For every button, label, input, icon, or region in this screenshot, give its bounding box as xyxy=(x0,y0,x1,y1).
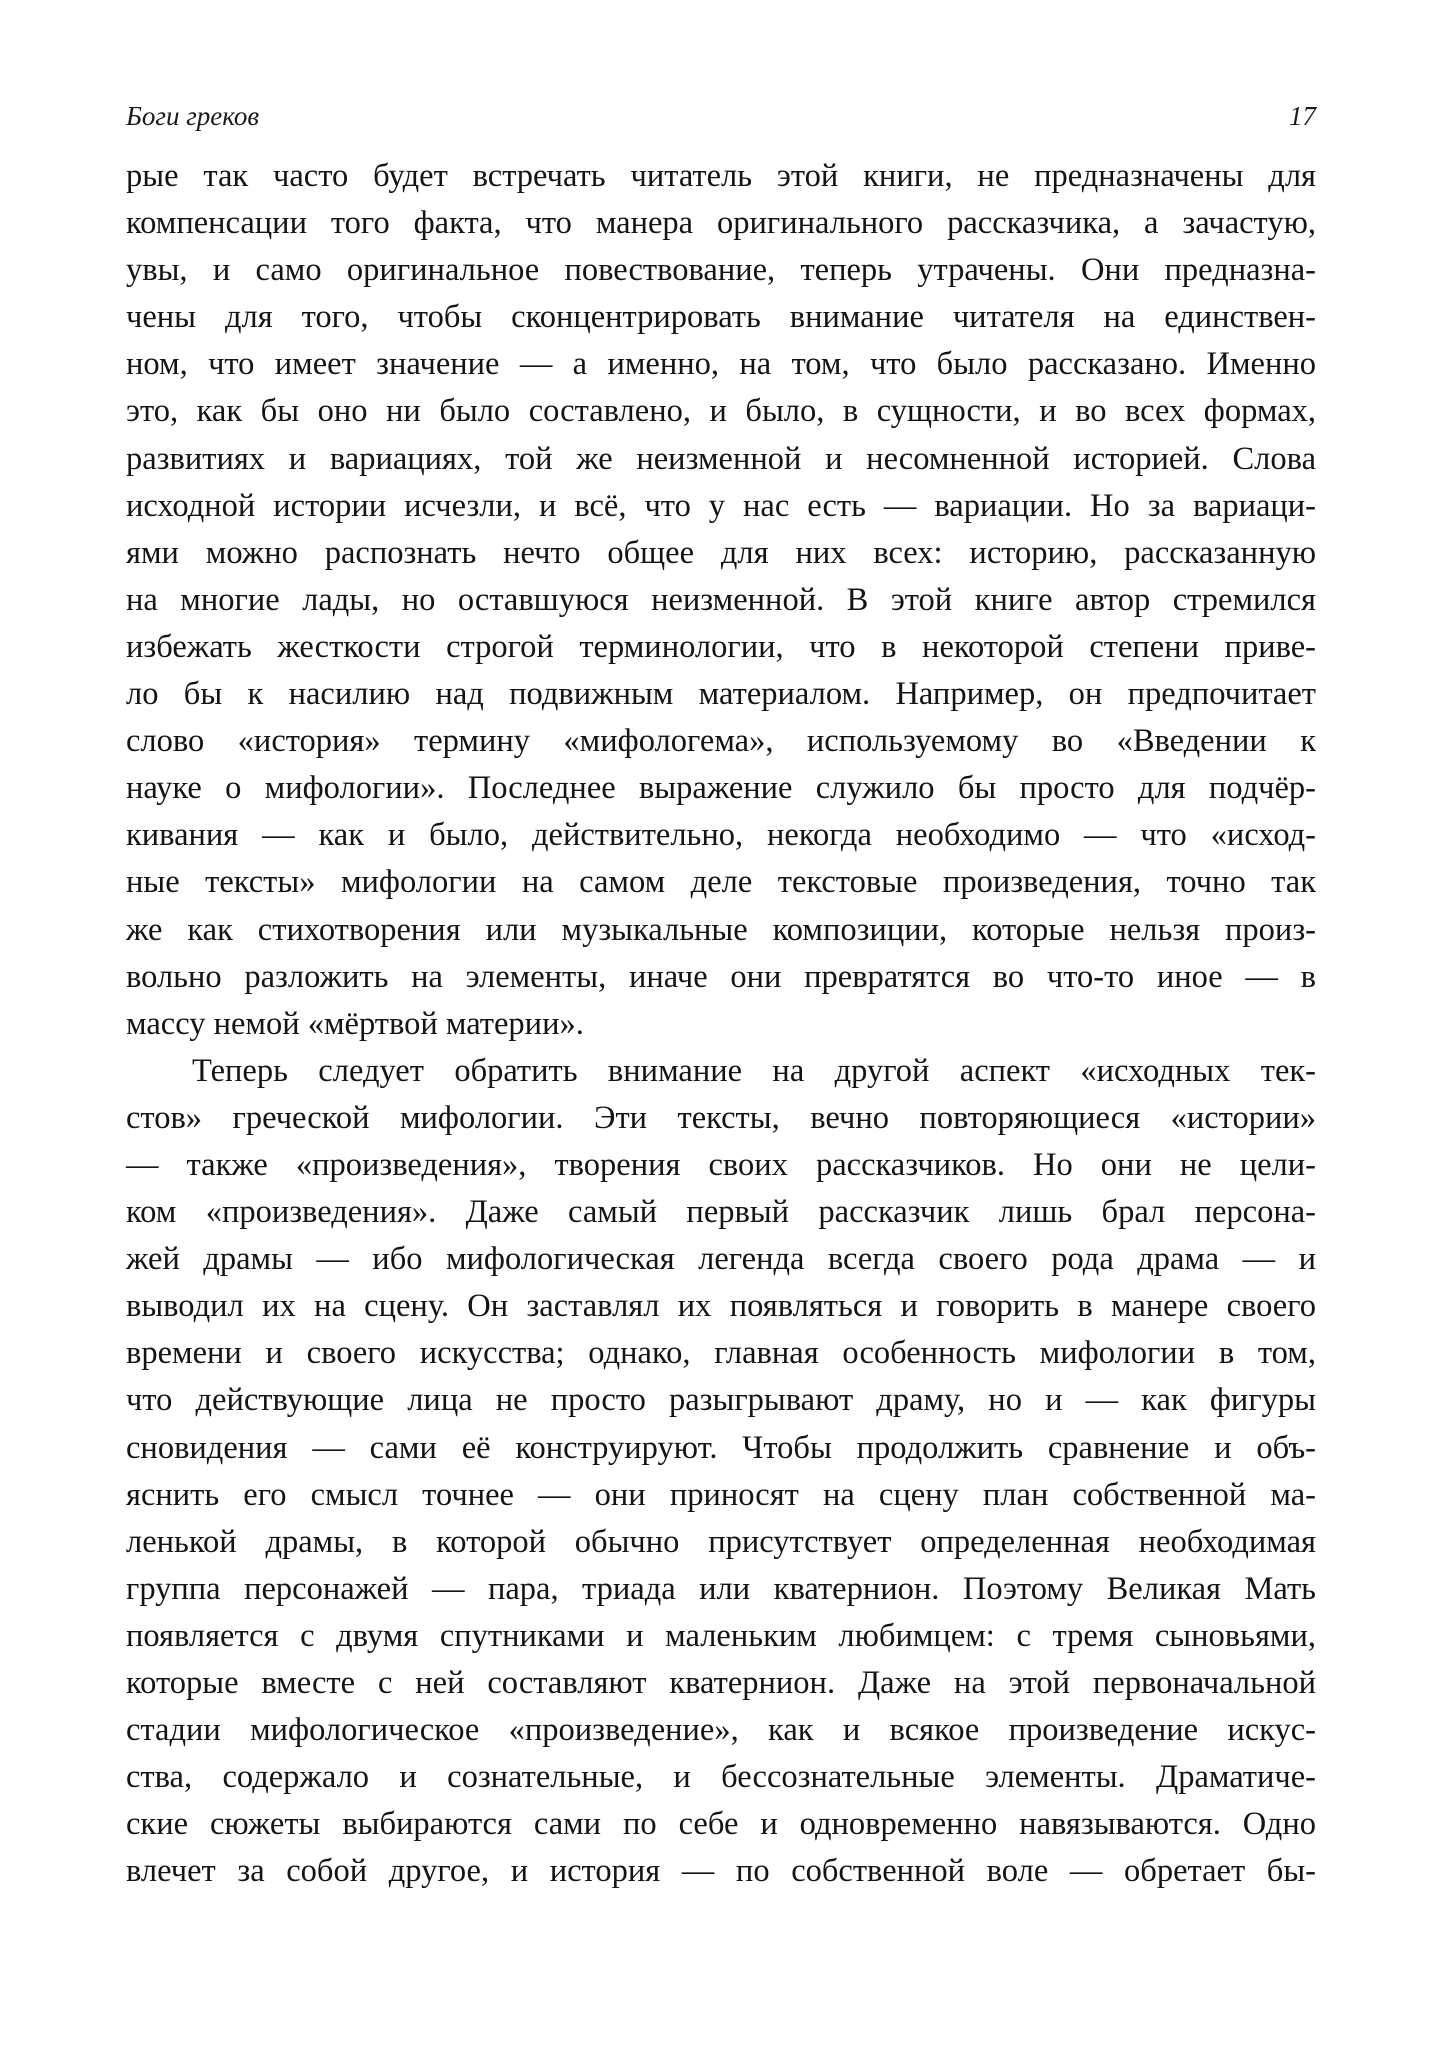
text-line: на многие лады, но оставшуюся неизменной. В этой книге автор стремился xyxy=(126,581,1316,618)
text-line: яснить его смысл точнее — они приносят на сцену план собственной ма- xyxy=(126,1476,1316,1513)
text-line: ком «произведения». Даже самый первый рассказчик лишь брал персона- xyxy=(126,1194,1316,1231)
text-line: — также «произведения», творения своих рассказчиков. Но они не цели- xyxy=(126,1146,1316,1183)
text-line: избежать жесткости строгой терминологии, что в некоторой степени приве- xyxy=(126,628,1316,665)
text-line: появляется с двумя спутниками и маленьким любимцем: с тремя сыновьями, xyxy=(126,1617,1316,1654)
text-line: ские сюжеты выбираются сами по себе и одновременно навязываются. Одно xyxy=(126,1806,1316,1843)
text-line: жей драмы — ибо мифологическая легенда всегда своего рода драма — и xyxy=(126,1241,1316,1278)
text-line: влечет за собой другое, и история — по собственной воле — обретает бы- xyxy=(126,1853,1316,1890)
text-line: ло бы к насилию над подвижным материалом. Например, он предпочитает xyxy=(126,676,1316,713)
text-line: ства, содержало и сознательные, и бессознательные элементы. Драматиче- xyxy=(126,1759,1316,1796)
text-line: ные тексты» мифологии на самом деле текстовые произведения, точно так xyxy=(126,864,1316,901)
text-line: это, как бы оно ни было составлено, и было, в сущности, и во всех формах, xyxy=(126,393,1316,430)
text-line: развитиях и вариациях, той же неизменной и несомненной историей. Слова xyxy=(126,440,1316,477)
text-line: ями можно распознать нечто общее для них всех: историю, рассказанную xyxy=(126,534,1316,571)
text-line: вольно разложить на элементы, иначе они превратятся во что-то иное — в xyxy=(126,958,1316,995)
text-line: выводил их на сцену. Он заставлял их появляться и говорить в манере своего xyxy=(126,1288,1316,1325)
running-head xyxy=(126,96,1316,136)
text-line: что действующие лица не просто разыгрывают драму, но и — как фигуры xyxy=(126,1382,1316,1419)
text-line: рые так часто будет встречать читатель этой книги, не предназначены для xyxy=(126,158,1316,194)
page-number: 17 xyxy=(1289,101,1316,131)
text-line: ленькой драмы, в которой обычно присутствует определенная необходимая xyxy=(126,1523,1316,1560)
text-line: Теперь следует обратить внимание на другой аспект «исходных тек- xyxy=(192,1052,1316,1089)
body-text xyxy=(126,153,1316,1895)
text-line: массу немой «мёртвой материи». xyxy=(126,1005,584,1042)
running-head-title: Боги греков xyxy=(126,101,260,131)
text-line: которые вместе с ней составляют кватернион. Даже на этой первоначальной xyxy=(126,1665,1316,1701)
text-line: компенсации того факта, что манера оригинального рассказчика, а зачастую, xyxy=(126,205,1316,242)
text-line: сновидения — сами её конструируют. Чтобы продолжить сравнение и объ- xyxy=(126,1429,1316,1466)
text-line: увы, и само оригинальное повествование, теперь утрачены. Они предназна- xyxy=(126,252,1316,289)
text-line: слово «история» термину «мифологема», используемому во «Введении к xyxy=(126,723,1316,760)
text-line: науке о мифологии». Последнее выражение служило бы просто для подчёр- xyxy=(126,770,1316,807)
text-line: ном, что имеет значение — а именно, на том, что было рассказано. Именно xyxy=(126,346,1316,383)
text-line: исходной истории исчезли, и всё, что у нас есть — вариации. Но за вариаци- xyxy=(126,487,1316,524)
text-line: чены для того, чтобы сконцентрировать внимание читателя на единствен- xyxy=(126,299,1316,336)
text-line: группа персонажей — пара, триада или кватернион. Поэтому Великая Мать xyxy=(126,1570,1316,1607)
text-line: кивания — как и было, действительно, некогда необходимо — что «исход- xyxy=(126,817,1316,854)
text-line: времени и своего искусства; однако, главная особенность мифологии в том, xyxy=(126,1335,1316,1372)
text-line: стов» греческой мифологии. Эти тексты, вечно повторяющиеся «истории» xyxy=(126,1099,1316,1136)
text-line: же как стихотворения или музыкальные композиции, которые нельзя произ- xyxy=(126,911,1316,948)
text-line: стадии мифологическое «произведение», как и всякое произведение искус- xyxy=(126,1712,1316,1749)
